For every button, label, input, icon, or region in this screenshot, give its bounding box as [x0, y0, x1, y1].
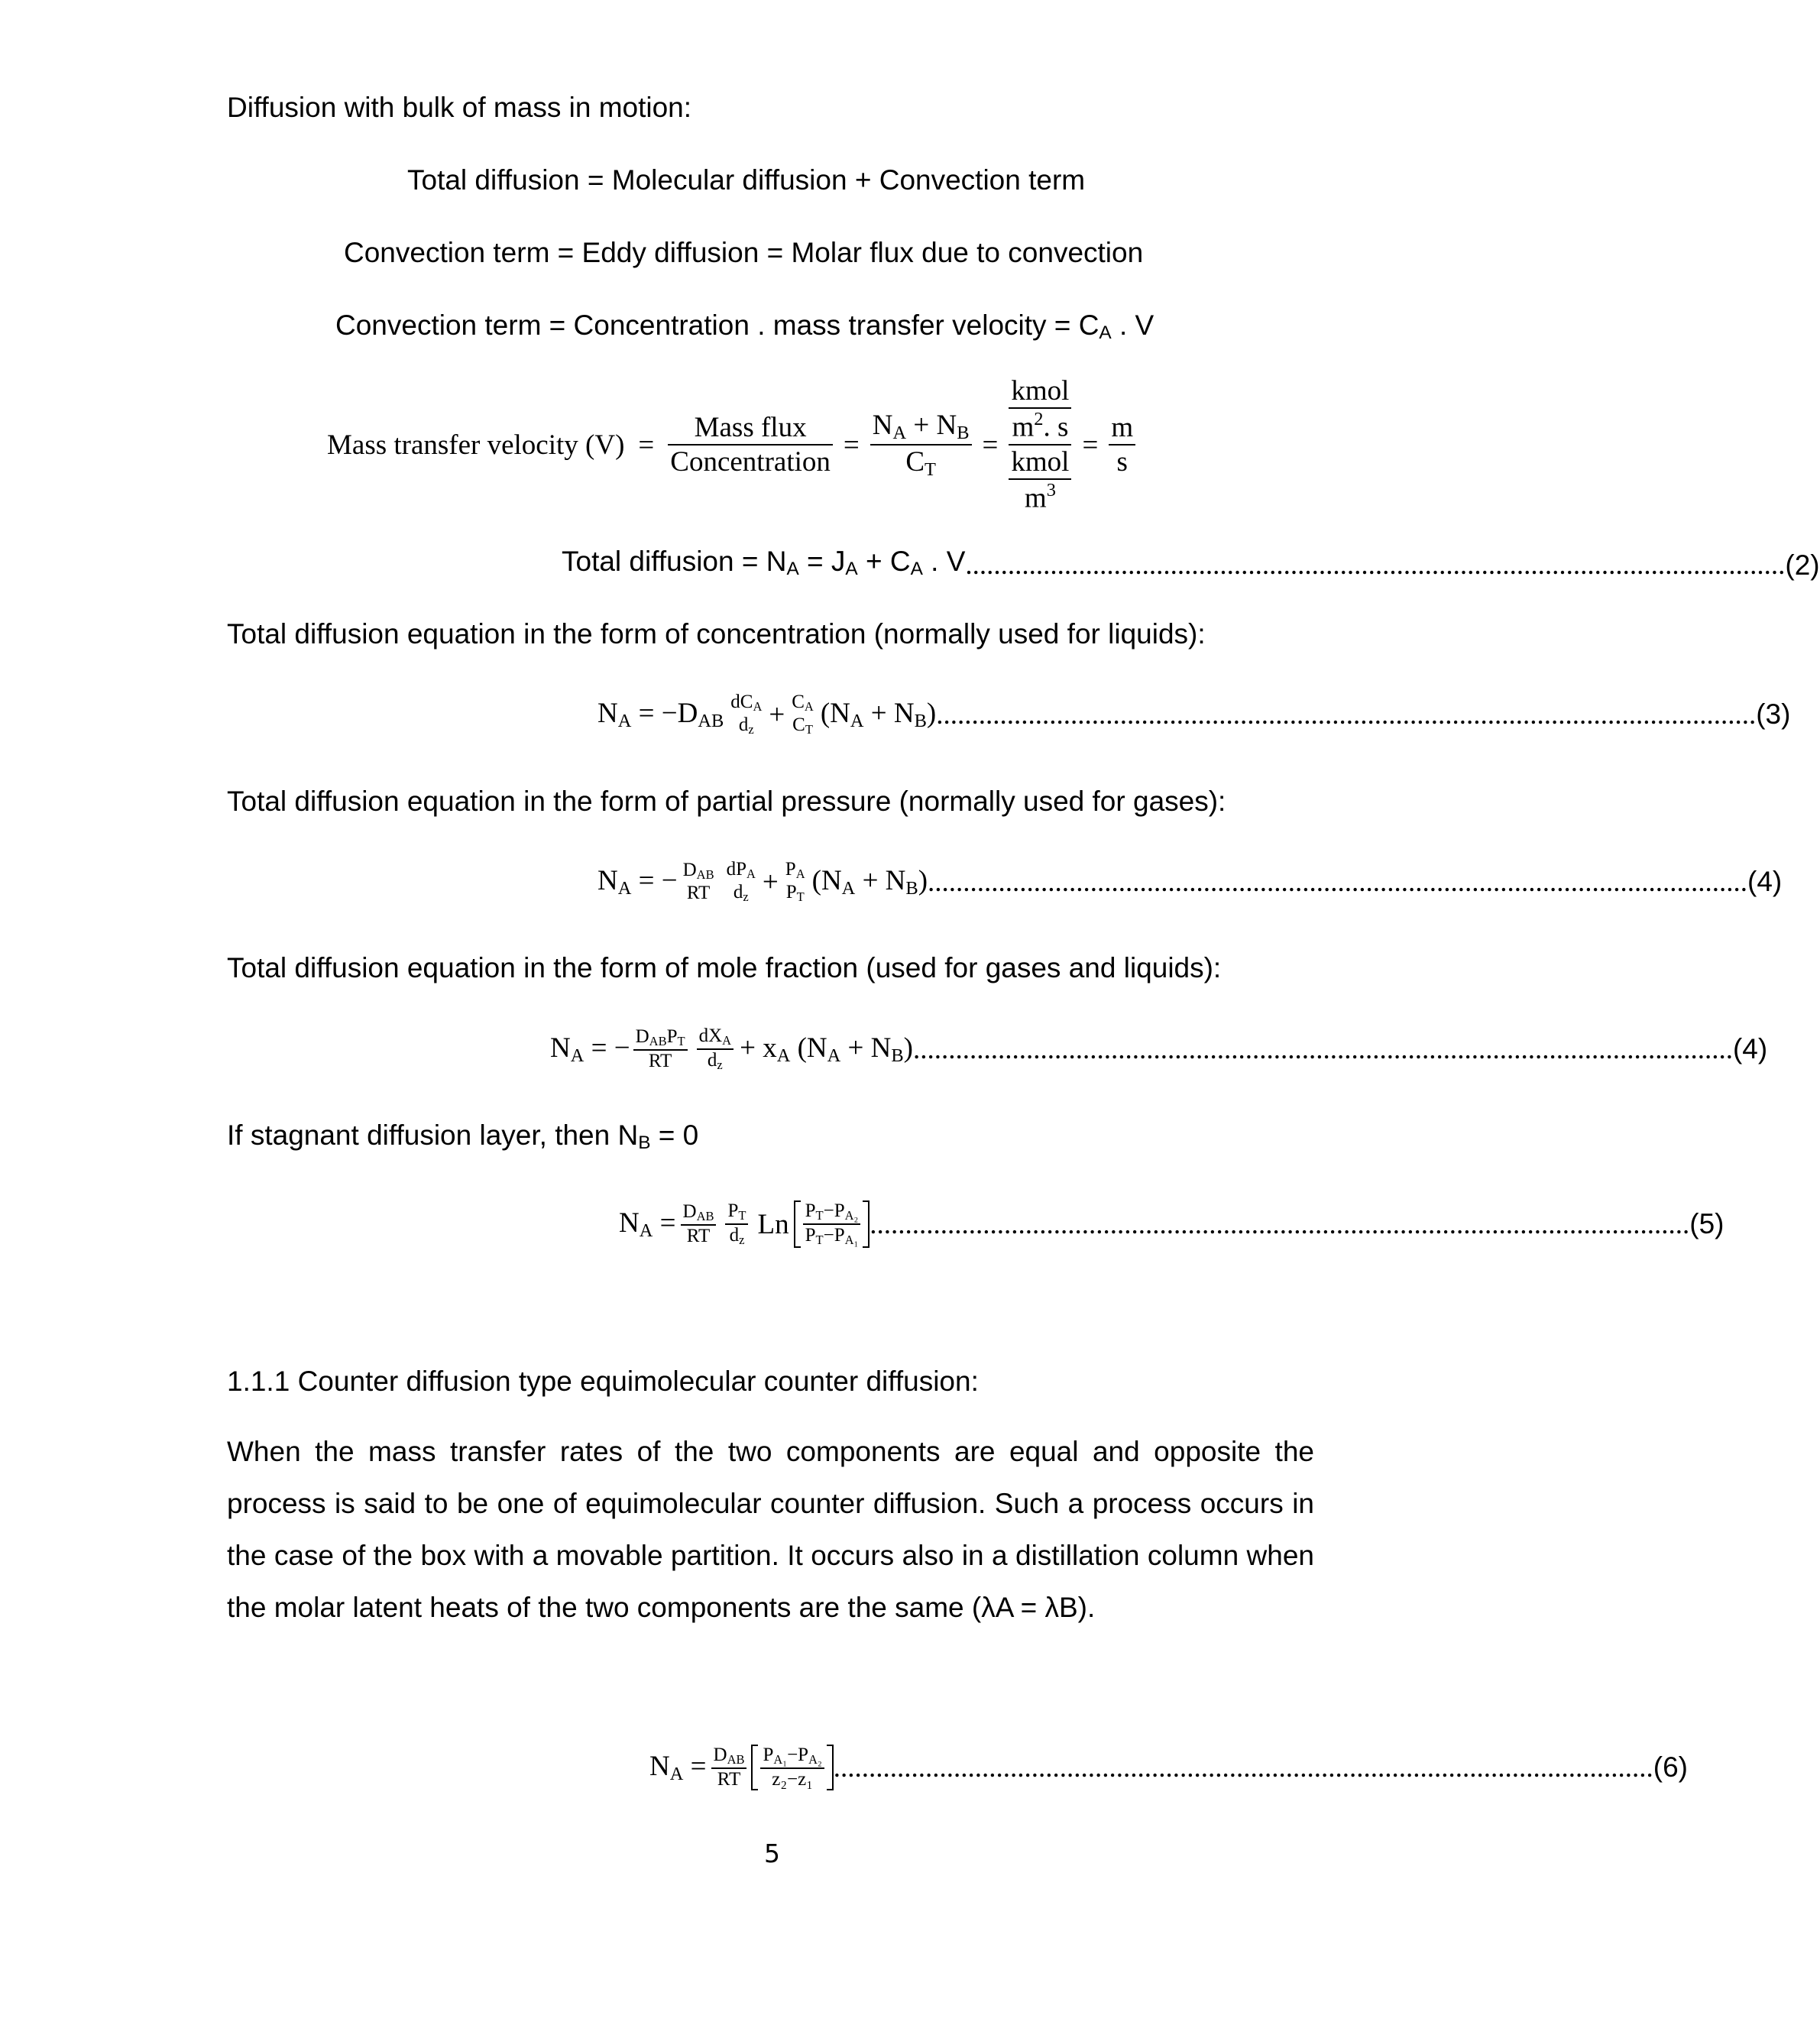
page-number: 5 — [764, 1839, 780, 1868]
stagnant-layer-condition: If stagnant diffusion layer, then NB = 0 — [227, 1119, 699, 1153]
heading-concentration-form: Total diffusion equation in the form of concentration (normally used for liquids): — [227, 618, 1206, 650]
equation-5: $N_A$ = $\frac{D_{AB}}{RT}$ $\frac{P_T}{d_z}$ Ln $\frac{P_T-P_{A_2}}{P_T-P_{A_1}}$ .................................................................................................................... (5) — [619, 1200, 1724, 1248]
section-heading-equimolecular: 1.1.1 Counter diffusion type equimolecular counter diffusion: — [227, 1366, 979, 1397]
equation-number: (5) — [1689, 1208, 1724, 1239]
equation-number: (2) — [1785, 549, 1820, 581]
equation-3: $N_A = -D_{AB}$ $dC_A$ $d_z$ + $C_A$ $C_T$ $(N_A + N_B)$ .................................................................................................................... (3) — [597, 691, 1791, 737]
flux-over-concentration: $\frac{\text{Mass flux}}{\text{Concentration}}$ — [668, 411, 833, 478]
section-title-bulk-motion: Diffusion with bulk of mass in motion: — [227, 92, 692, 123]
equation-number: (4) — [1747, 866, 1783, 897]
heading-pressure-form: Total diffusion equation in the form of partial pressure (normally used for gases): — [227, 786, 1226, 817]
convection-term-velocity: Convection term = Concentration . mass transfer velocity = CA . V — [335, 309, 1155, 343]
equation-2: Total diffusion = NA = JA + CA . V .................................................................................................................... (2) — [562, 546, 1820, 581]
equals-sign: = — [638, 429, 655, 461]
equation-6: $N_A$ = $\frac{D_{AB}}{RT}$ $\frac{P_{A_1}-P_{A_2}}{\text{z₂−z₁}}$ .................................................................................................................... (6) — [649, 1744, 1688, 1790]
equation-4-mole-fraction: $N_A$ = − $\frac{D_{AB}P_T}{RT}$ $\frac{dX_A}{d_z}$ + $x_A$ $(N_A + N_B)$ .................................................................................................................... (4) — [550, 1025, 1768, 1073]
flux-sum-over-total-concentration: $\frac{N_A + N_B}{C_T}$ — [870, 409, 972, 481]
mass-transfer-velocity-equation: Mass transfer velocity (V) = $\frac{\text{Mass flux}}{\text{Concentration}}$ = $\frac{N_A + N_B}{C_T}$ = $\frac{\frac{\text{kmol}}{m^2. s}}{\frac{\text{kmol}}{m^3}}$ = $\frac{m}{s}$ — [327, 376, 1135, 514]
unit-fraction: $\frac{\frac{\text{kmol}}{m^2. s}}{\frac{\text{kmol}}{m^3}}$ — [1009, 374, 1071, 514]
equation-number: (4) — [1732, 1033, 1768, 1064]
equation-number: (6) — [1653, 1751, 1688, 1783]
velocity-label: Mass transfer velocity (V) — [327, 429, 625, 461]
heading-mole-fraction-form: Total diffusion equation in the form of mole fraction (used for gases and liquids): — [227, 952, 1222, 983]
body-paragraph: When the mass transfer rates of the two components are equal and opposite the process is said to be one of equimolecular counter diffusion. Such a process occurs in the case of the box with a movable partition. It occurs also in a distillation column when the molar latent heats of the two components are the same (λA = λB). — [227, 1436, 1314, 1623]
equation-4-pressure: $N_A$ = − $D_{AB}$ RT $dP_A$ $d_z$ + $P_A$ $P_T$ $(N_A + N_B)$ .................................................................................................................... (4) — [597, 858, 1783, 905]
equation-number: (3) — [1756, 698, 1791, 730]
convection-term-definition: Convection term = Eddy diffusion = Molar flux due to convection — [344, 237, 1144, 268]
meters-per-second: $\frac{m}{s}$ — [1109, 411, 1135, 478]
total-diffusion-definition: Total diffusion = Molecular diffusion + Convection term — [407, 164, 1086, 196]
